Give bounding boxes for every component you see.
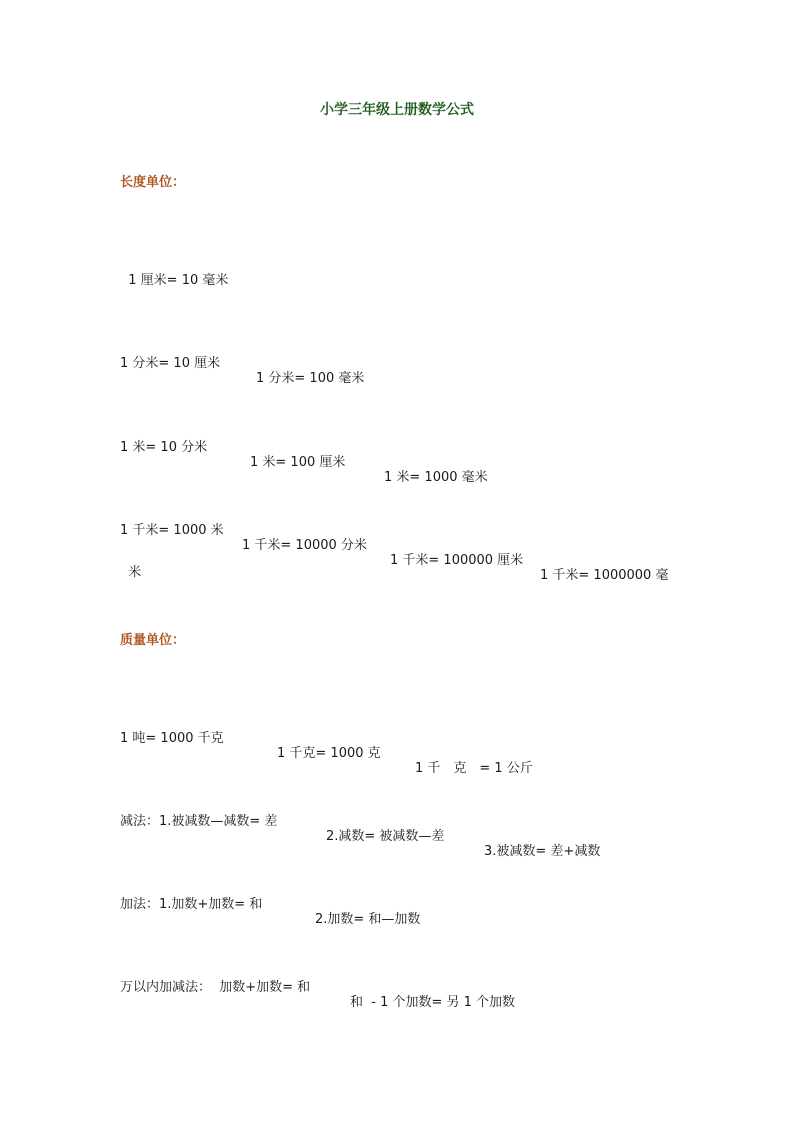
- length-line-2: [120, 337, 365, 386]
- formula: 和 - 1 个加数= 另 1 个加数: [350, 995, 516, 1010]
- length-line-5: [120, 546, 141, 580]
- length-equation: 1 米= 1000 毫米: [384, 470, 488, 485]
- formula: 加法：1.加数+加数= 和: [120, 897, 263, 912]
- length-line-3: [120, 421, 488, 485]
- length-equation: 1 分米= 100 毫米: [256, 371, 365, 386]
- length-equation: 1 千米= 1000 米: [120, 523, 224, 538]
- length-equation: 1 米= 100 厘米: [250, 455, 346, 470]
- formula: 2.减数= 被减数—差: [326, 829, 445, 844]
- mass-equation: 1 千 克 = 1 公斤: [415, 761, 533, 776]
- mass-equation: 1 吨= 1000 千克: [120, 731, 224, 746]
- length-equation: 1 分米= 10 厘米: [120, 356, 221, 371]
- mass-equation: 1 千克= 1000 克: [277, 746, 381, 761]
- length-equation: 1 千米= 10000 分米: [242, 538, 367, 553]
- length-line-1: [120, 254, 228, 288]
- length-equation-continued: 米: [128, 565, 142, 580]
- subtraction-line: [120, 795, 601, 859]
- length-equation: 1 厘米= 10 毫米: [128, 273, 229, 288]
- addition-line: [120, 878, 421, 927]
- formula: 3.被减数= 差+减数: [484, 844, 601, 859]
- formula: 减法：1.被减数—减数= 差: [120, 814, 278, 829]
- length-equation: 1 千米= 100000 厘米: [390, 553, 524, 568]
- mass-heading: 质量单位：: [120, 633, 186, 648]
- length-equation: 1 千米= 1000000 毫: [540, 568, 669, 583]
- add-sub-within-10000-line: [120, 961, 516, 1010]
- page-title: 小学三年级上册数学公式: [320, 102, 474, 118]
- mass-line-1: [120, 712, 533, 776]
- formula: 2.加数= 和—加数: [315, 912, 421, 927]
- length-heading: 长度单位：: [120, 175, 186, 190]
- length-equation: 1 米= 10 分米: [120, 440, 208, 455]
- formula: 万以内加减法： 加数+加数= 和: [120, 980, 311, 995]
